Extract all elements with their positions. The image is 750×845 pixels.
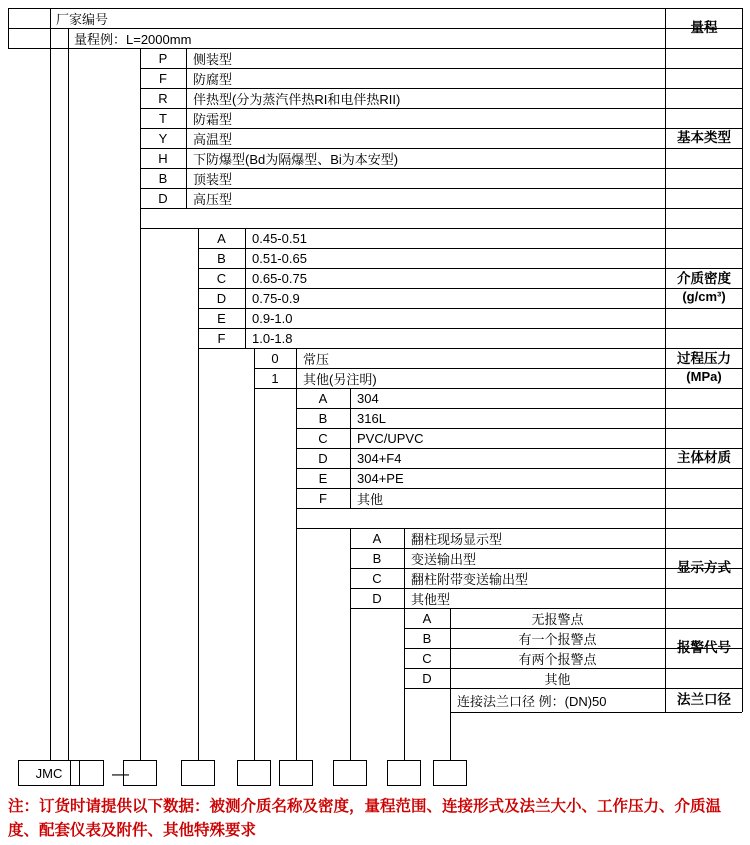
- density-code: A: [217, 230, 226, 246]
- density-desc: 0.65-0.75: [252, 270, 307, 286]
- alarm-desc: 有一个报警点: [518, 631, 597, 647]
- material-desc: 304+PE: [357, 470, 404, 486]
- density-desc: 1.0-1.8: [252, 330, 293, 346]
- leader-range: [68, 28, 69, 760]
- display-desc: 其他型: [411, 591, 451, 607]
- leader-flange: [450, 688, 451, 760]
- material-desc: 316L: [357, 410, 386, 426]
- basic-type-code: H: [158, 150, 168, 166]
- group-basic-type: 基本类型: [677, 129, 731, 145]
- alarm-desc: 无报警点: [531, 611, 584, 627]
- right-border: [742, 48, 743, 228]
- density-code: F: [217, 330, 226, 346]
- group-display-mode: 显示方式: [677, 559, 731, 575]
- group-range: 量程: [690, 19, 718, 35]
- leader-material: [296, 508, 297, 760]
- material-code: C: [318, 430, 328, 446]
- basic-type-code: Y: [158, 130, 168, 146]
- density-desc: 0.9-1.0: [252, 310, 293, 326]
- right-border: [742, 228, 743, 348]
- right-border: [742, 8, 743, 48]
- material-desc: 304: [357, 390, 379, 406]
- group-density: [666, 228, 742, 348]
- range-example-label: 量程例：L=2000mm: [74, 31, 192, 47]
- density-desc: 0.45-0.51: [252, 230, 307, 246]
- density-desc: 0.75-0.9: [252, 290, 300, 306]
- basic-type-desc: 顶装型: [193, 171, 233, 187]
- model-box-slot: [237, 760, 271, 786]
- basic-code-left: [140, 48, 141, 228]
- density-code: D: [216, 290, 227, 306]
- display-code-right: [404, 528, 405, 608]
- group-density-unit: (g/cm³): [682, 289, 726, 305]
- group-body-material: 主体材质: [677, 449, 731, 465]
- leader-alarm: [404, 608, 405, 760]
- density-desc: 0.51-0.65: [252, 250, 307, 266]
- display-code: D: [372, 590, 382, 606]
- order-note: 注：订货时请提供以下数据：被测介质名称及密度，量程范围、连接形式及法兰大小、工作压力、介质温度、配套仪表及附件、其他特殊要求: [8, 798, 722, 840]
- right-border: [742, 388, 743, 528]
- right-border: [742, 608, 743, 688]
- leader-factory: [50, 8, 51, 760]
- material-desc: 304+F4: [357, 450, 402, 466]
- display-code: A: [372, 530, 382, 546]
- leader-pressure: [254, 348, 255, 760]
- right-border: [742, 528, 743, 608]
- material-code: E: [318, 470, 328, 486]
- density-code: E: [217, 310, 226, 326]
- display-desc: 翻柱现场显示型: [411, 531, 503, 547]
- model-box-slot: [123, 760, 157, 786]
- model-dash: —: [112, 764, 129, 783]
- material-code: F: [319, 490, 327, 506]
- row-sep: [140, 208, 742, 209]
- display-code: B: [372, 550, 382, 566]
- display-desc: 翻柱附带变送输出型: [411, 571, 529, 587]
- basic-type-code: R: [158, 90, 168, 106]
- model-box-slot: [387, 760, 421, 786]
- group-pressure-title: 过程压力: [677, 351, 731, 367]
- model-box-slot: [279, 760, 313, 786]
- pressure-code: 1: [271, 370, 279, 386]
- model-box-slot: [181, 760, 215, 786]
- basic-type-desc: 高压型: [193, 191, 233, 207]
- density-code: B: [217, 250, 226, 266]
- group-flange-size: 法兰口径: [677, 691, 731, 707]
- basic-type-code: P: [158, 50, 168, 66]
- group-pressure-unit: (MPa): [686, 369, 722, 385]
- row-sep: [450, 712, 742, 713]
- basic-type-code: D: [158, 190, 168, 206]
- group-alarm-code: 报警代号: [677, 639, 731, 655]
- leader-display: [350, 528, 351, 760]
- alarm-desc: 其他: [544, 671, 571, 687]
- pressure-desc: 常压: [303, 351, 330, 367]
- group-density-title: 介质密度: [677, 271, 731, 287]
- factory-no-label: 厂家编号: [56, 11, 109, 27]
- material-code-left: [296, 388, 297, 528]
- right-border: [742, 348, 743, 388]
- top-border: [8, 8, 742, 9]
- material-desc: PVC/UPVC: [357, 430, 424, 446]
- alarm-desc: 有两个报警点: [518, 651, 597, 667]
- leader-density: [198, 228, 199, 760]
- leader-basic: [140, 208, 141, 760]
- alarm-code: D: [422, 670, 432, 686]
- material-desc: 其他: [357, 491, 384, 507]
- basic-type-desc: 高温型: [193, 131, 233, 147]
- basic-type-code: F: [159, 70, 167, 86]
- alarm-code: C: [422, 650, 432, 666]
- material-code: D: [318, 450, 328, 466]
- pressure-desc: 其他(另注明): [303, 371, 377, 387]
- left-border: [8, 8, 9, 48]
- flange-desc: 连接法兰口径 例：(DN)50: [457, 693, 607, 709]
- density-code-right: [245, 228, 246, 348]
- group-process-pressure: [666, 348, 742, 388]
- model-box-slot: [433, 760, 467, 786]
- model-box-slot: [333, 760, 367, 786]
- material-code: A: [318, 390, 328, 406]
- display-code: C: [372, 570, 382, 586]
- alarm-code-right: [450, 608, 451, 688]
- basic-type-desc: 防霜型: [193, 111, 233, 127]
- display-desc: 变送输出型: [411, 551, 477, 567]
- material-code: B: [318, 410, 328, 426]
- model-box-range: [70, 760, 104, 786]
- basic-type-code: B: [158, 170, 168, 186]
- basic-type-code: T: [159, 110, 167, 126]
- basic-type-desc: 侧装型: [193, 51, 233, 67]
- alarm-code: B: [422, 630, 432, 646]
- basic-code-right: [186, 48, 187, 208]
- alarm-code: A: [422, 610, 432, 626]
- pressure-code: 0: [271, 350, 279, 366]
- basic-type-desc: 下防爆型(Bd为隔爆型、Bi为本安型): [193, 151, 399, 167]
- density-code: C: [216, 270, 227, 286]
- model-box-prefix: JMC: [18, 760, 80, 786]
- pressure-code-right: [296, 348, 297, 388]
- basic-type-desc: 伴热型(分为蒸汽伴热RI和电伴热RII): [193, 91, 401, 107]
- right-border: [742, 688, 743, 712]
- material-code-right: [350, 388, 351, 508]
- basic-type-desc: 防腐型: [193, 71, 233, 87]
